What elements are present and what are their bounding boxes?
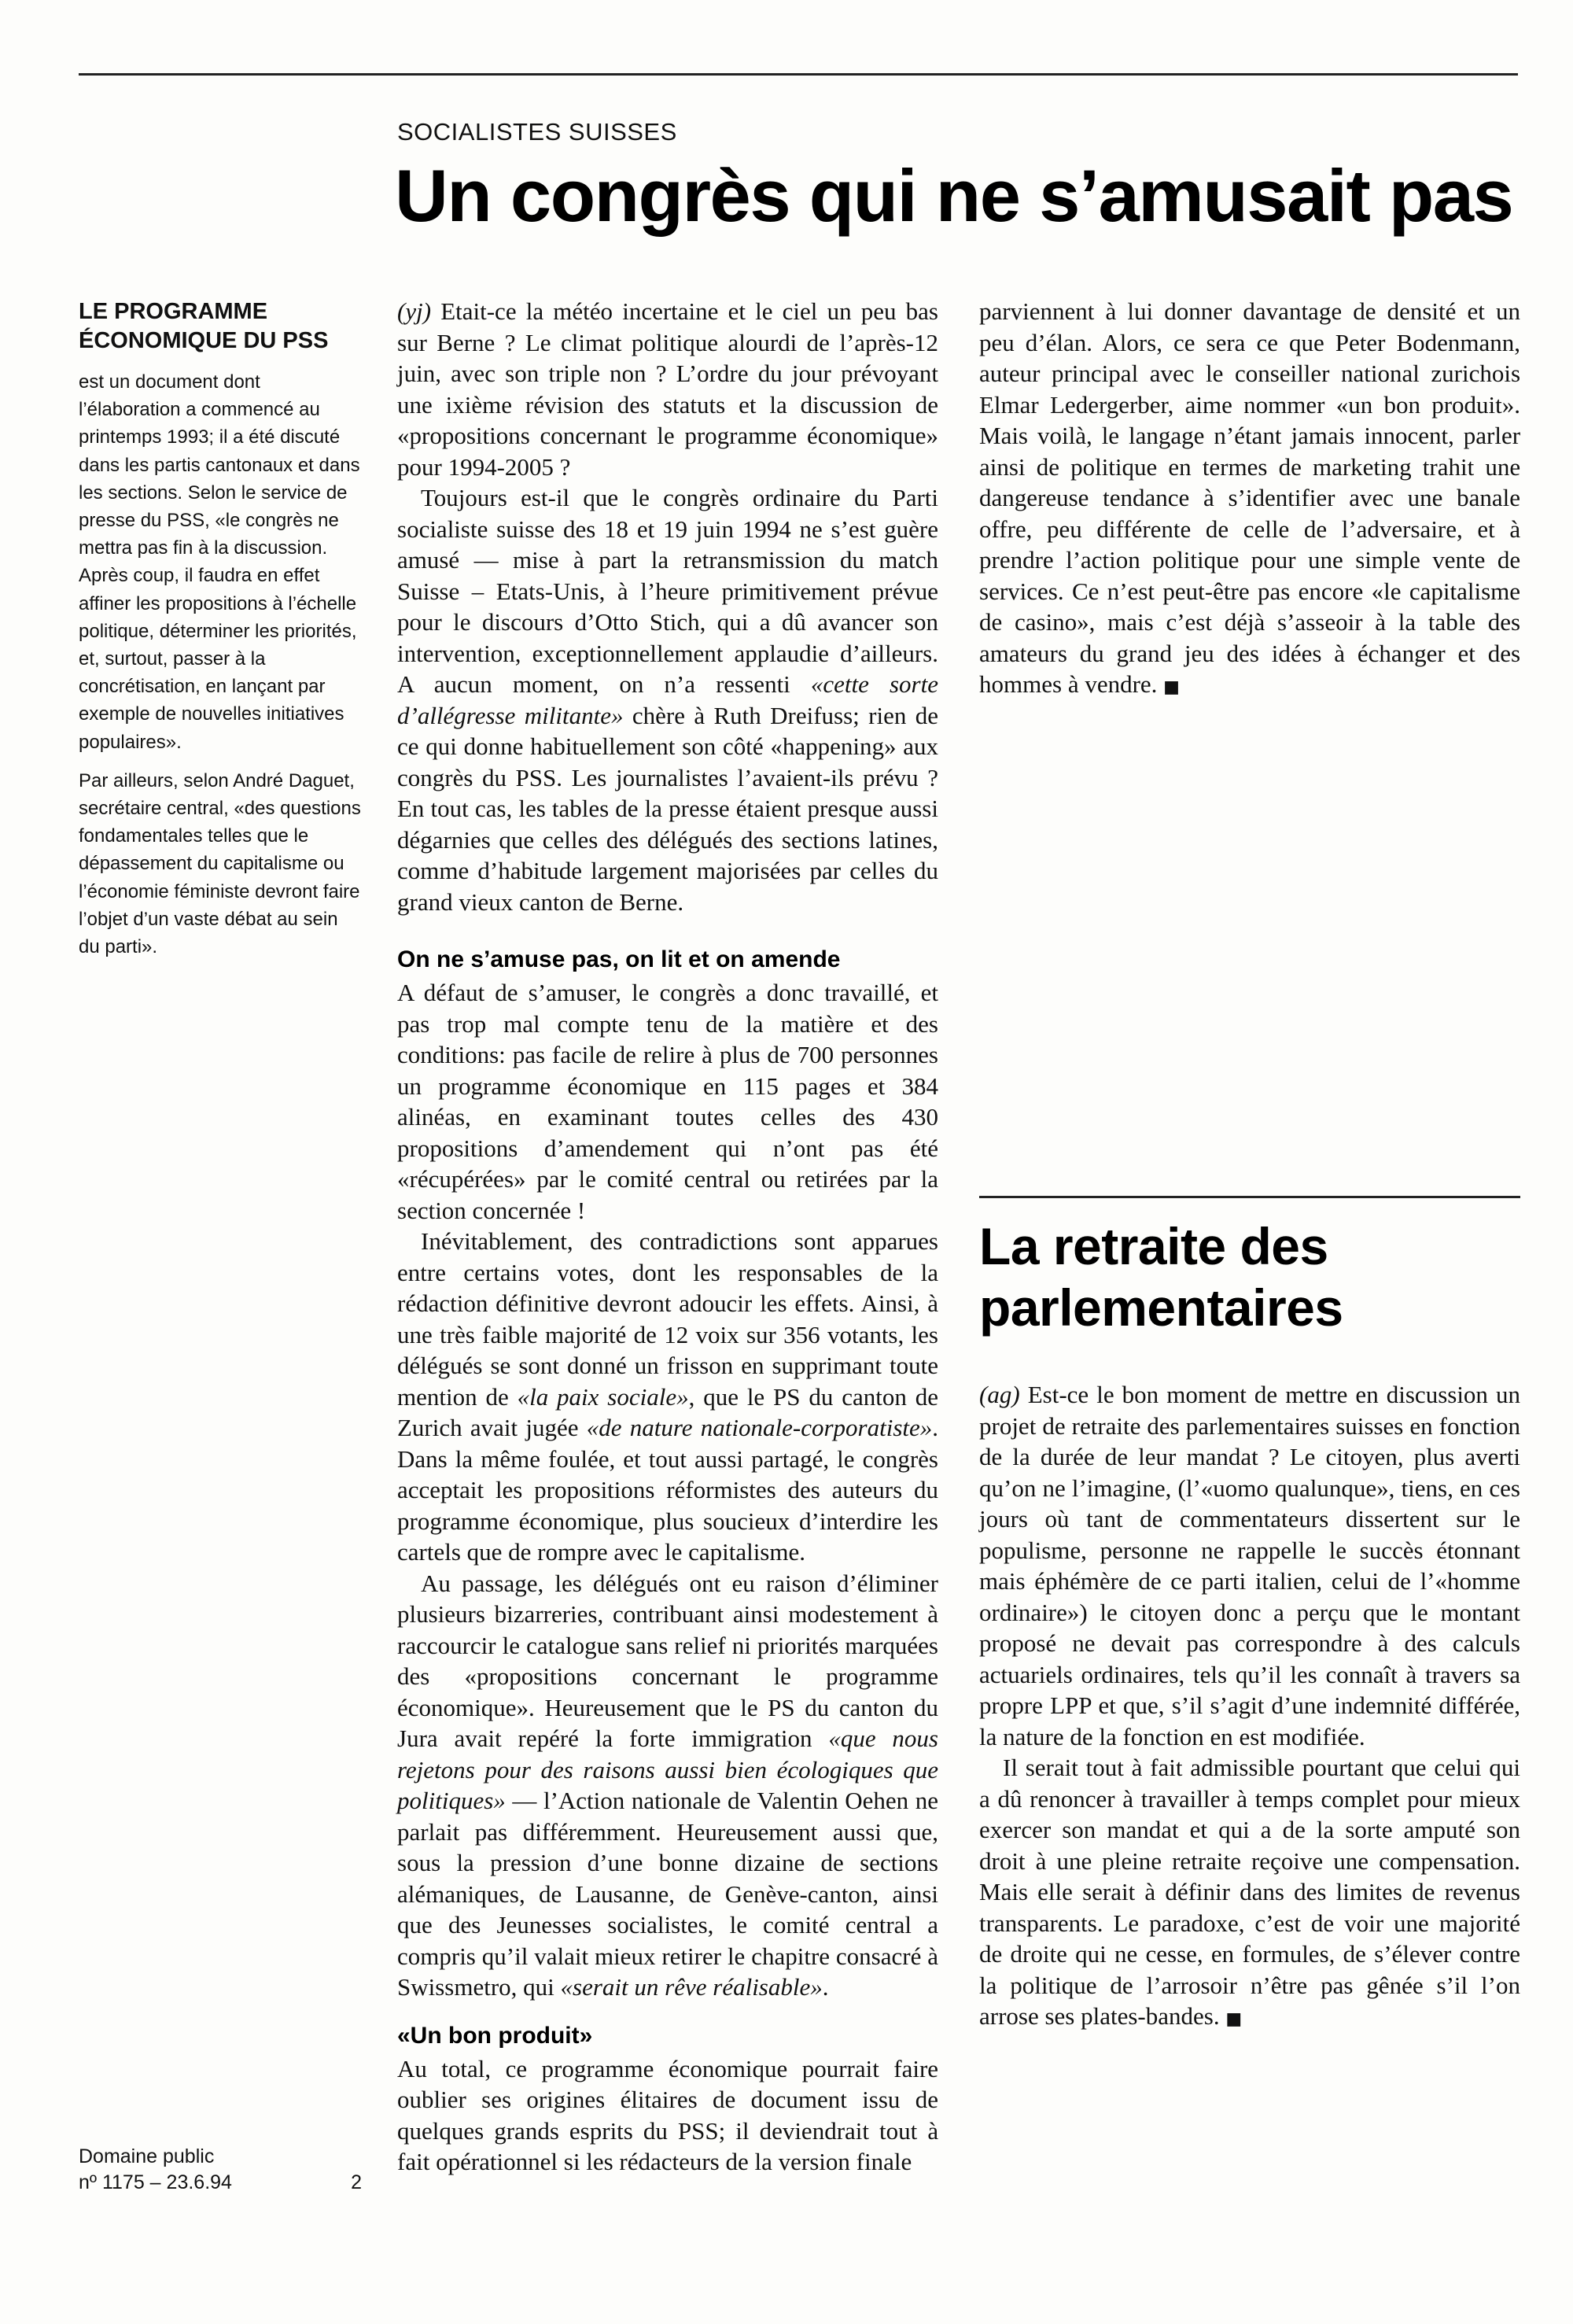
sidebar-paragraph: est un document dont l’élaboration a commencé au printemps 1993; il a été discuté dans les partis cantonaux et dans les sections. Selon le service de presse du PSS, «le congrès ne mettra pas fin à la discussion. Après coup, il faudra en effet affiner les propositions à l’échelle politique, déterminer les priorités, et, surtout, passer à la concrétisation, en lançant par exemple de nouvelles initiatives populaires». <box>79 371 360 753</box>
article-column-3 <box>979 1379 1520 2035</box>
article-paragraph: parviennent à lui donner davantage de densité et un peu d’élan. Alors, ce sera ce que Peter Bodenmann, auteur principal avec le conseiller national zurichois Elmar Ledergerber, aime nommer «un bon produit». Mais voilà, le langage n’étant jamais innocent, parler ainsi de politique en termes de marketing trahit une dangereuse tendance à s’identifier avec une banale offre, peu différente de celle de l’adversaire, et à prendre l’action politique pour une simple vente de services. Ce n’est peut-être pas encore «le capitalisme de casino», mais c’est déjà s’asseoir à la table des amateurs du grand jeu des idées à échanger et des hommes à vendre. ■ <box>979 297 1521 698</box>
page-footer <box>79 2144 362 2196</box>
subheading: On ne s’amuse pas, on lit et on amende <box>397 946 841 972</box>
article-paragraph: (ag) Est-ce le bon moment de mettre en discussion un projet de retraite des parlementaires suisses en fonction de la durée de leur mandat ? Le citoyen, plus averti qu’on ne l’imagine, (l’«uomo qualunque», tiens, en ces jours où tant de commentateurs dissertent sur le populisme, personne ne rappelle le succès étonnant mais éphémère de ce parti italien, celui de l’«homme ordinaire») le citoyen donc a perçu que le montant proposé ne devait pas correspondre à des calculs actuariels ordinaires, tels qu’il les connaît à travers sa propre LPP et que, s’il s’agit d’une indemnité différée, la nature de la fonction en est modifiée. <box>979 1381 1520 1750</box>
article-paragraph: Au total, ce programme économique pourrait faire oublier ses origines élitaires de document issu de quelques grands esprits du PSS; il deviendrait tout à fait opérationnel si les rédacteurs de la version finale <box>397 2054 939 2175</box>
sidebar-paragraph: Par ailleurs, selon André Daguet, secrétaire central, «des questions fondamentales telles que le dépassement du capitalisme ou l’économie féministe devront faire l’objet d’un vaste débat au sein du parti». <box>79 769 361 958</box>
author-signature: (ag) <box>979 1381 1020 1408</box>
quote: «que nous rejetons pour des raisons aussi bien écologiques que politiques» <box>397 1725 938 1814</box>
top-rule <box>79 73 1518 76</box>
article-divider-rule <box>979 1196 1520 1198</box>
sidebar-box <box>79 297 362 972</box>
article-headline: Un congrès qui ne s’amusait pas <box>395 154 1513 237</box>
quote: «la paix sociale» <box>517 1382 689 1411</box>
section-kicker: SOCIALISTES SUISSES <box>397 118 677 146</box>
article-column-2 <box>979 296 1520 703</box>
subheading: «Un bon produit» <box>397 2022 593 2049</box>
end-mark-icon: ■ <box>1225 2009 1243 2029</box>
quote: «de nature nationale-corporatiste» <box>586 1414 933 1441</box>
article-paragraph: (yj) Etait-ce la météo incertaine et le ciel un peu bas sur Berne ? Le climat politique alourdi de l’après-12 juin, avec son triple non ? L’ordre du jour prévoyant une ixième révision des statuts et la discussion de «propositions concernant le programme économique» pour 1994-2005 ? <box>397 297 938 481</box>
end-mark-icon: ■ <box>1163 677 1180 697</box>
author-signature: (yj) <box>397 297 432 325</box>
issue-info: nº 1175 – 23.6.94 <box>79 2171 232 2193</box>
page-number: 2 <box>351 2171 362 2193</box>
article-paragraph: Au passage, les délégués ont eu raison d’éliminer plusieurs bizarreries, contribuant ainsi modestement à raccourcir le catalogue sans relief ni priorités marquées des «propositions concernant le programme économique». Heureusement que le PS du canton du Jura avait repéré la forte immigration «que nous rejetons pour des raisons aussi bien écologiques que politiques» — l’Action nationale de Valentin Oehen ne parlait pas différemment. Heureusement aussi que, sous la pression d’une bonne dizaine de sections alémaniques, de Lausanne, de Genève-canton, ainsi que des Jeunesses socialistes, le comité central a compris qu’il valait mieux retirer le chapitre consacré à Swissmetro, qui «serait un rêve réalisable». <box>397 1569 938 2001</box>
article-paragraph: Inévitablement, des contradictions sont apparues entre certains votes, dont les responsables de la rédaction définitive devront adoucir les effets. Ainsi, à une très faible majorité de 12 voix sur 356 votants, les délégués se sont donné un frisson en supprimant toute mention de «la paix sociale», que le PS du canton de Zurich avait jugée «de nature nationale-corporatiste». Dans la même foulée, et tout aussi partagé, le congrès acceptait les propositions réformistes des auteurs du programme économique, plus soucieux d’interdire les cartels que de rompre avec le capitalisme. <box>397 1227 939 1566</box>
article-paragraph: A défaut de s’amuser, le congrès a donc travaillé, et pas trop mal compte tenu de la matière et des conditions: pas facile de relire à plus de 700 personnes un programme économique en 115 pages et 384 alinéas, en examinant toutes celles des 430 propositions d’amendement qui n’ont pas été «récupérées» par le comité central ou retirées par la section concernée ! <box>397 979 938 1224</box>
second-article-headline: La retraite des parlementaires <box>979 1217 1343 1337</box>
article-paragraph: Toujours est-il que le congrès ordinaire du Parti socialiste suisse des 18 et 19 juin 1994 ne s’est guère amusé — mise à part la retransmission du match Suisse – Etats-Unis, à l’heure primitivement prévue pour le discours d’Otto Stich, qui a dû avancer son intervention, exceptionnellement applaudie d’ailleurs. A aucun moment, on n’a ressenti «cette sorte d’allégresse militante» chère à Ruth Dreifuss; rien de ce qui donne habituellement son côté «happening» aux congrès du PSS. Les journalistes l’avaient-ils prévu ? En tout cas, les tables de la presse étaient presque aussi dégarnies que celles des délégués des sections latines, comme d’habitude largement majorisées par celles du grand vieux canton de Berne. <box>397 484 938 916</box>
article-column-1 <box>397 296 938 2178</box>
publication-name: Domaine public <box>79 2145 215 2167</box>
sidebar-title: LE PROGRAMME ÉCONOMIQUE DU PSS <box>79 299 329 353</box>
article-paragraph: Il serait tout à fait admissible pourtant que celui qui a dû renoncer à travailler à temps complet pour mieux exercer son mandat et qui a de la sorte amputé son droit à une pleine retraite reçoive une compensation. Mais elle serait à définir dans des limites de revenus transparents. Le paradoxe, c’est de voir une majorité de droite qui ne cesse, en formules, de s’élever contre la politique de l’arrosoir n’être pas gênée s’il l’on arrose ses plates-bandes. ■ <box>979 1754 1520 2030</box>
quote: «serait un rêve réalisable» <box>560 1973 823 2001</box>
quote: «cette sorte d’allégresse militante» <box>397 670 938 729</box>
